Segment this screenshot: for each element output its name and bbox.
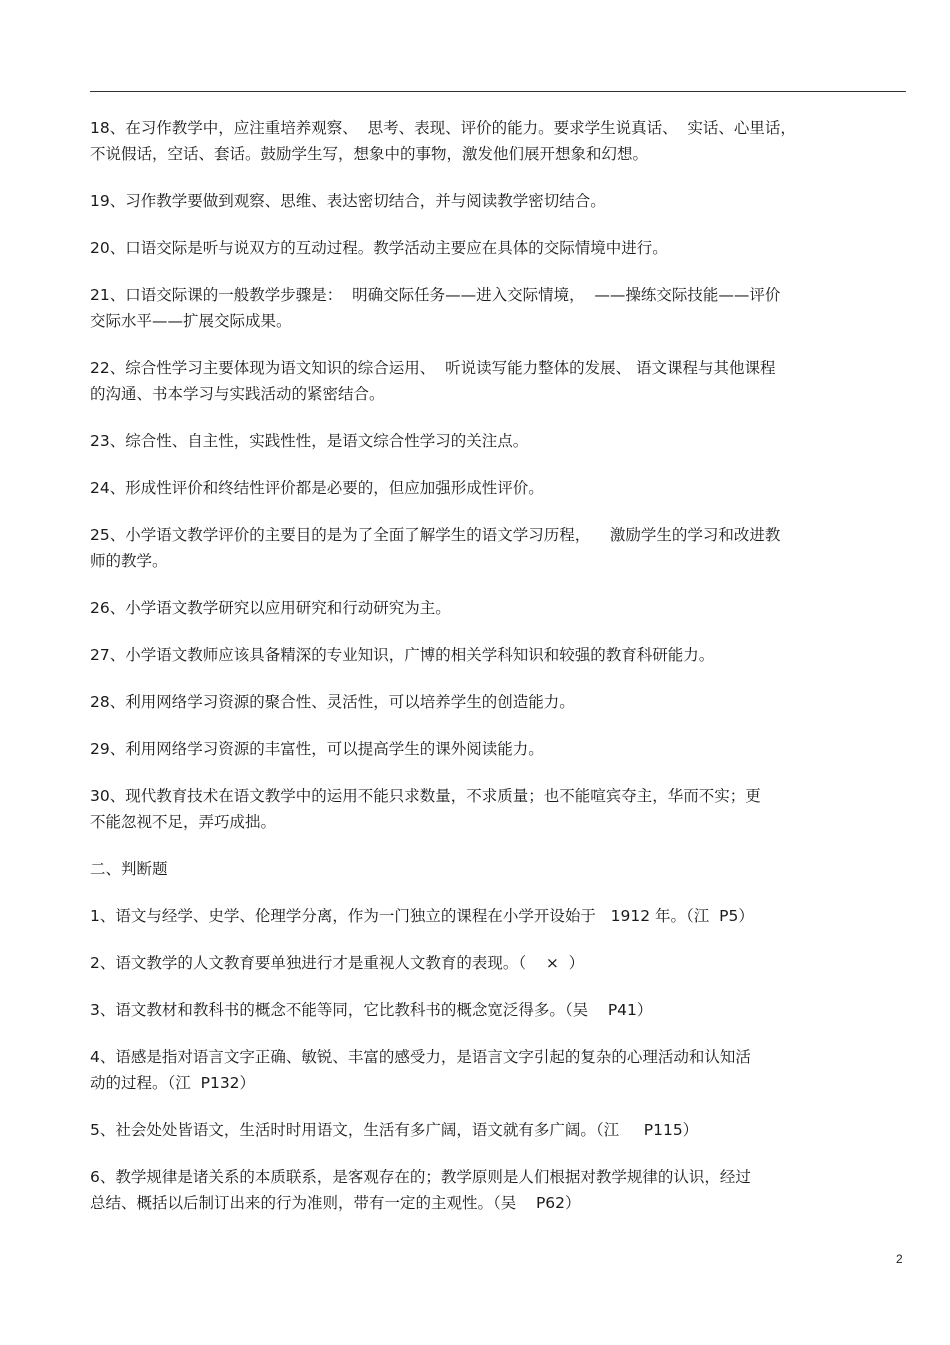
judgement-item-1: 1、语文与经学、史学、伦理学分离，作为一门独立的课程在小学开设始于 1912 年。（江 P5）	[90, 907, 754, 925]
judgement-item-5: 5、社会处处皆语文，生活时时用语文，生活有多广阔，语文就有多广阔。（江 P115）	[90, 1121, 699, 1139]
page-number: 2	[896, 1252, 903, 1266]
paragraph-23: 23、综合性、自主性，实践性性，是语文综合性学习的关注点。	[90, 432, 529, 450]
paragraph-28: 28、利用网络学习资源的聚合性、灵活性，可以培养学生的创造能力。	[90, 693, 575, 711]
paragraph-24: 24、形成性评价和终结性评价都是必要的，但应加强形成性评价。	[90, 479, 544, 497]
judgement-item-2: 2、语文教学的人文教育要单独进行才是重视人文教育的表现。（ × ）	[90, 954, 585, 972]
paragraph-30: 30、现代教育技术在语文教学中的运用不能只求数量，不求质量；也不能喧宾夺主，华而不实；更 不能忽视不足，弄巧成拙。	[90, 787, 761, 831]
paragraph-29: 29、利用网络学习资源的丰富性，可以提高学生的课外阅读能力。	[90, 740, 544, 758]
document-body	[90, 115, 900, 1237]
paragraph-21: 21、口语交际课的一般教学步骤是： 明确交际任务——进入交际情境， ——操练交际技能——评价 交际水平——扩展交际成果。	[90, 286, 781, 330]
section-heading: 二、判断题	[90, 860, 168, 878]
judgement-item-3: 3、语文教材和教科书的概念不能等同，它比教科书的概念宽泛得多。（吴 P41）	[90, 1001, 653, 1019]
paragraph-19: 19、习作教学要做到观察、思维、表达密切结合，并与阅读教学密切结合。	[90, 192, 606, 210]
paragraph-27: 27、小学语文教师应该具备精深的专业知识，广博的相关学科知识和较强的教育科研能力。	[90, 646, 715, 664]
paragraph-25: 25、小学语文教学评价的主要目的是为了全面了解学生的语文学习历程， 激励学生的学习和改进教 师的教学。	[90, 526, 781, 570]
header-rule	[90, 91, 906, 92]
paragraph-26: 26、小学语文教学研究以应用研究和行动研究为主。	[90, 599, 451, 617]
paragraph-18: 18、在习作教学中，应注重培养观察、 思考、表现、评价的能力。要求学生说真话、 实话、心里话， 不说假话，空话、套话。鼓励学生写，想象中的事物，激发他们展开想象和幻想。	[90, 119, 796, 163]
judgement-item-4: 4、语感是指对语言文字正确、敏锐、丰富的感受力，是语言文字引起的复杂的心理活动和认知活 动的过程。（江 P132）	[90, 1048, 751, 1092]
paragraph-20: 20、口语交际是听与说双方的互动过程。教学活动主要应在具体的交际情境中进行。	[90, 239, 668, 257]
judgement-item-6: 6、教学规律是诸关系的本质联系，是客观存在的；教学原则是人们根据对教学规律的认识，经过 总结、概括以后制订出来的行为准则，带有一定的主观性。（吴 P62）	[90, 1168, 751, 1212]
paragraph-22: 22、综合性学习主要体现为语文知识的综合运用、 听说读写能力整体的发展、 语文课程与其他课程 的沟通、书本学习与实践活动的紧密结合。	[90, 359, 776, 403]
